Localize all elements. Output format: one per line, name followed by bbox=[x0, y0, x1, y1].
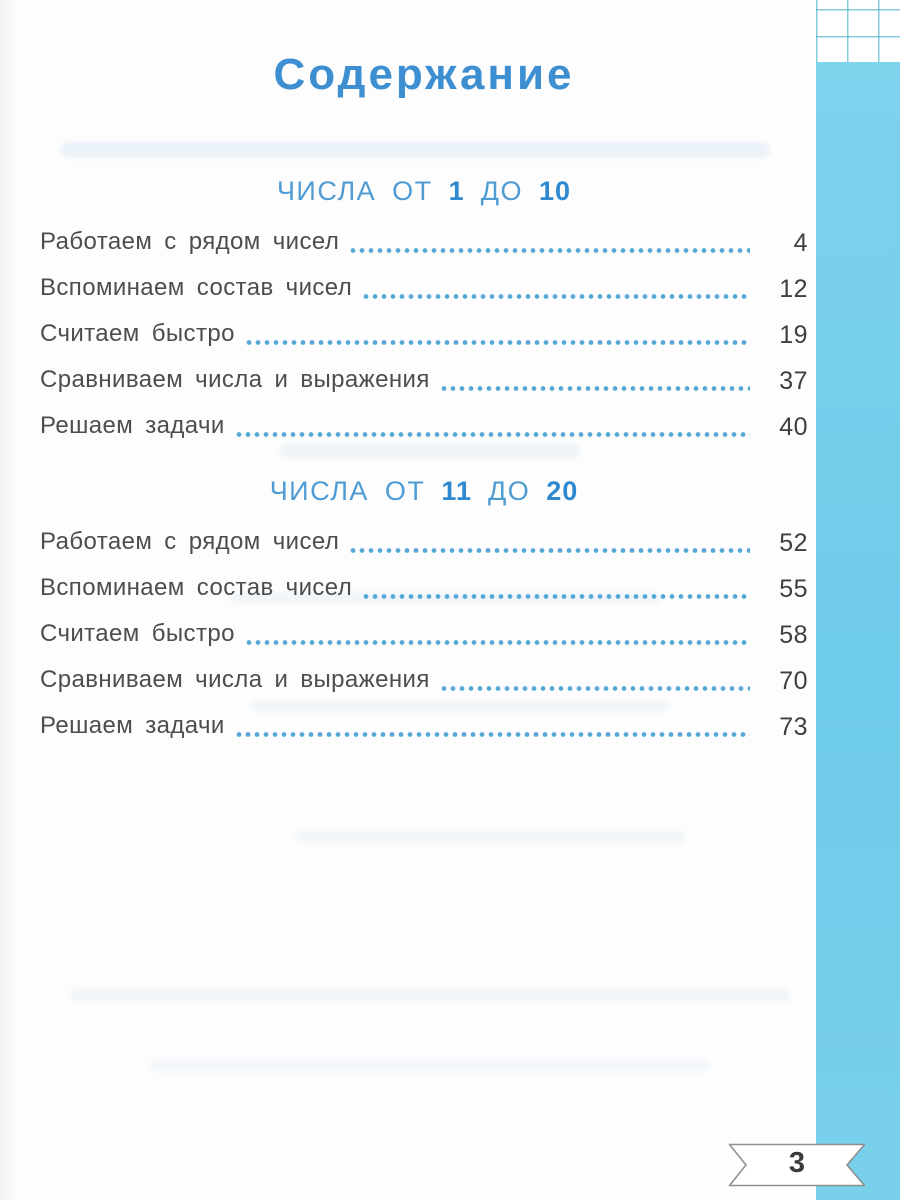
toc-entry-page: 12 bbox=[779, 275, 808, 303]
toc-entry-page: 58 bbox=[779, 621, 808, 649]
sidebar-stripe bbox=[816, 62, 900, 1200]
toc-entry-label: Считаем быстро bbox=[40, 320, 235, 347]
toc-entry-label: Работаем с рядом чисел bbox=[40, 528, 340, 555]
dotted-leader bbox=[235, 432, 750, 437]
dotted-leader bbox=[440, 386, 750, 391]
dotted-leader bbox=[362, 294, 750, 299]
toc-entry-label: Работаем с рядом чисел bbox=[40, 228, 340, 255]
toc-entry-page: 40 bbox=[779, 413, 808, 441]
heading-word: ЧИСЛА bbox=[269, 476, 369, 506]
toc-entry-page: 37 bbox=[779, 367, 808, 395]
dotted-leader bbox=[235, 732, 750, 737]
dotted-leader bbox=[245, 640, 750, 645]
toc-section-1 bbox=[40, 216, 808, 446]
toc-entry-page: 73 bbox=[779, 713, 808, 741]
heading-number: 11 bbox=[441, 476, 472, 506]
heading-word: ОТ bbox=[392, 176, 433, 206]
toc-entry bbox=[40, 654, 808, 700]
toc-entry-label: Сравниваем числа и выражения bbox=[40, 666, 430, 693]
toc-entry-page: 19 bbox=[779, 321, 808, 349]
show-through-artifact bbox=[150, 1060, 710, 1072]
toc-entry bbox=[40, 216, 808, 262]
toc-entry-page: 70 bbox=[779, 667, 808, 695]
show-through-artifact bbox=[295, 831, 685, 843]
toc-entry bbox=[40, 262, 808, 308]
toc-entry-label: Вспоминаем состав чисел bbox=[40, 574, 353, 601]
dotted-leader bbox=[349, 248, 750, 253]
dotted-leader bbox=[349, 548, 750, 553]
toc-entry-label: Вспоминаем состав чисел bbox=[40, 274, 353, 301]
heading-word: ДО bbox=[487, 476, 531, 506]
show-through-artifact bbox=[70, 988, 790, 1002]
toc-entry-page: 52 bbox=[779, 529, 808, 557]
page-title: Содержание bbox=[273, 50, 575, 99]
toc-entry-page: 4 bbox=[793, 229, 808, 257]
toc-entry bbox=[40, 354, 808, 400]
show-through-artifact bbox=[280, 444, 580, 458]
toc-entry bbox=[40, 562, 808, 608]
section-heading-1-10 bbox=[40, 176, 808, 207]
toc-entry-page: 55 bbox=[779, 575, 808, 603]
heading-word: ОТ bbox=[384, 476, 426, 506]
heading-number: 20 bbox=[546, 476, 579, 506]
toc-entry-label: Считаем быстро bbox=[40, 620, 235, 647]
dotted-leader bbox=[440, 686, 750, 691]
show-through-artifact bbox=[60, 142, 770, 158]
toc-entry bbox=[40, 400, 808, 446]
dotted-leader bbox=[362, 594, 750, 599]
toc-entry bbox=[40, 516, 808, 562]
heading-word: ЧИСЛА bbox=[276, 176, 377, 206]
heading-number: 1 bbox=[448, 176, 465, 206]
toc-entry-label: Сравниваем числа и выражения bbox=[40, 366, 430, 393]
toc-entry-label: Решаем задачи bbox=[40, 412, 225, 439]
graph-paper-corner bbox=[816, 0, 900, 62]
page-number-ribbon bbox=[728, 1143, 866, 1187]
toc-entry bbox=[40, 608, 808, 654]
heading-number: 10 bbox=[539, 176, 572, 206]
toc-entry-label: Решаем задачи bbox=[40, 712, 225, 739]
toc-entry bbox=[40, 308, 808, 354]
toc-entry bbox=[40, 700, 808, 746]
page-number: 3 bbox=[788, 1147, 806, 1179]
section-heading-11-20 bbox=[40, 476, 808, 507]
heading-word: ДО bbox=[480, 176, 523, 206]
dotted-leader bbox=[245, 340, 750, 345]
toc-section-2 bbox=[40, 516, 808, 746]
